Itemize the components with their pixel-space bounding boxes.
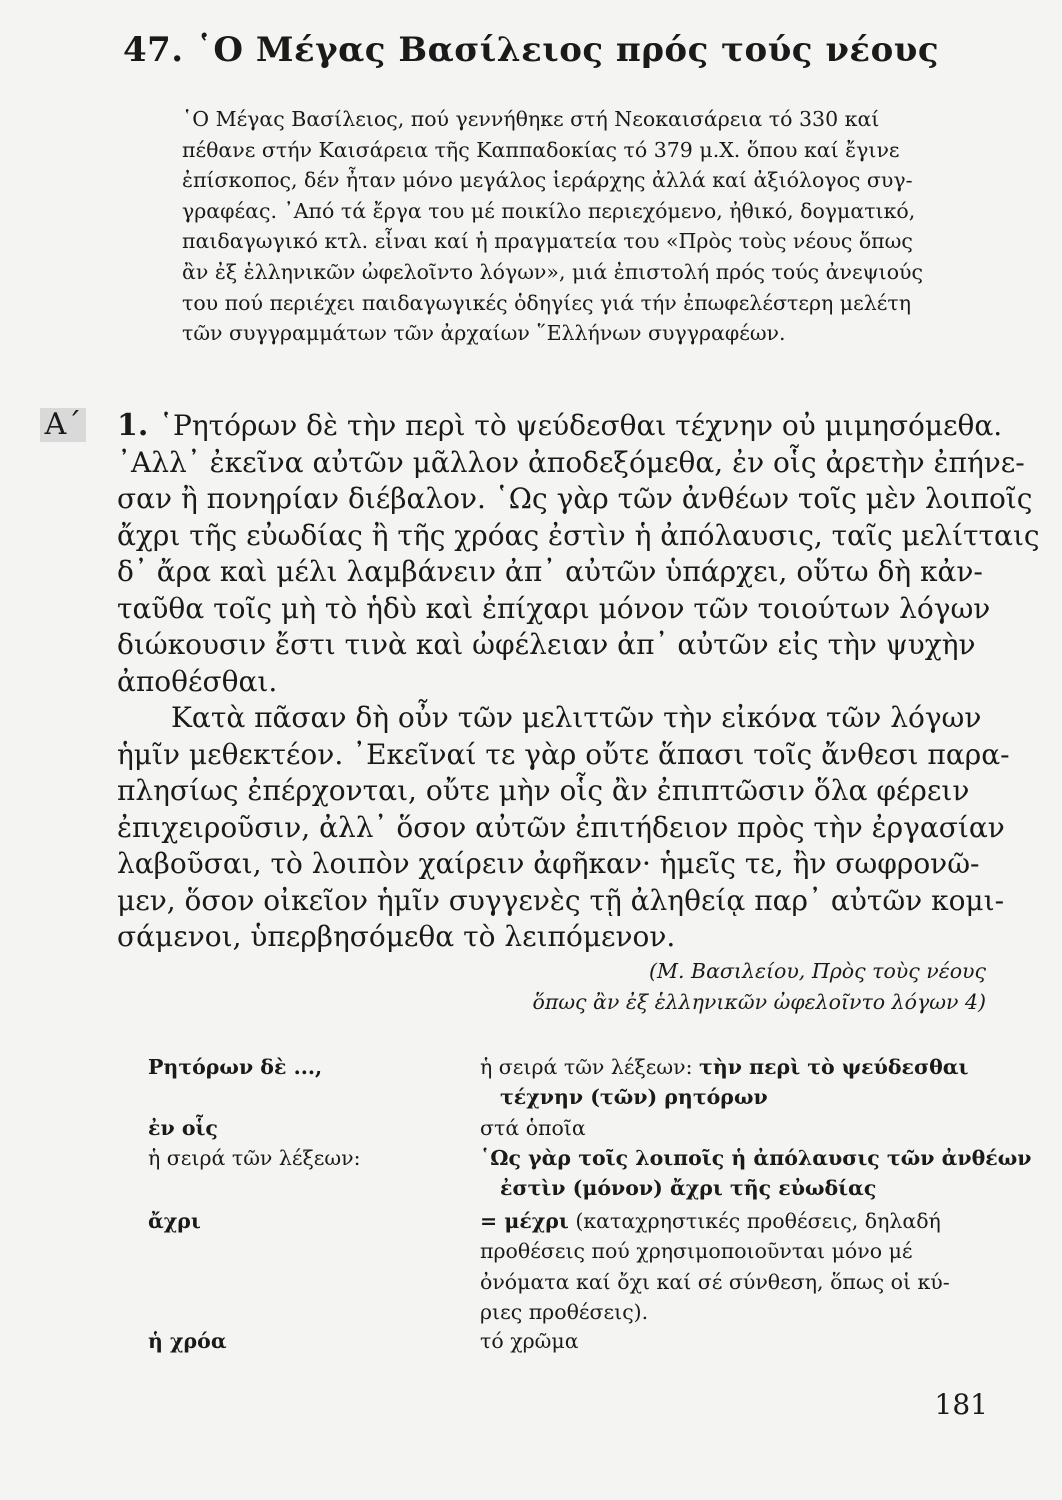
text-line: δ᾿ ἄρα καὶ μέλι λαμβάνειν ἀπ᾿ αὐτῶν ὑπάρχει, οὕτω δὴ κἀν- xyxy=(117,555,983,588)
ancient-text xyxy=(117,408,1040,956)
text-line: λαβοῦσαι, τὸ λοιπὸν χαίρειν ἀφῆκαν· ἡμεῖς τε, ἢν σωφρονῶ- xyxy=(117,847,980,880)
text-line: ἡμῖν μεθεκτέον. ᾿Εκεῖναί τε γὰρ οὔτε ἅπασι τοῖς ἄνθεσι παρα- xyxy=(117,737,1010,771)
intro-line: παιδαγωγικό κτλ. εἶναι καί ἡ πραγματεία του «Πρὸς τοὺς νέους ὅπως xyxy=(182,229,913,254)
intro-line: ῾Ο Μέγας Βασίλειος, πού γεννήθηκε στή Νεοκαισάρεια τό 330 καί xyxy=(182,107,880,131)
glossary-term: ἄχρι xyxy=(148,1209,201,1233)
gloss-text: ριες προθέσεις). xyxy=(480,1299,649,1324)
gloss-text: (καταχρηστικές προθέσεις, δηλαδή xyxy=(568,1209,941,1233)
glossary-definition xyxy=(480,1143,1032,1204)
chapter-title: 47. ῾Ο Μέγας Βασίλειος πρός τούς νέους xyxy=(122,30,940,70)
intro-line: του πού περιέχει παιδαγωγικές ὁδηγίες γιά τήν ἐπωφελέστερη μελέτη xyxy=(182,290,911,315)
gloss-text: ὀνόματα καί ὄχι καί σέ σύνθεση, ὅπως οἱ κύ- xyxy=(480,1269,950,1294)
intro-paragraph xyxy=(182,104,987,349)
text-line: πλησίως ἐπέρχονται, οὔτε μὴν οἷς ἂν ἐπιπτῶσιν ὅλα φέρειν xyxy=(117,774,970,807)
glossary-definition xyxy=(480,1113,990,1143)
gloss-continuation: ἐστὶν (μόνον) ἄχρι τῆς εὐωδίας xyxy=(500,1176,877,1201)
text-line: Κατὰ πᾶσαν δὴ οὖν τῶν μελιττῶν τὴν εἰκόνα τῶν λόγων xyxy=(171,701,982,734)
source-citation xyxy=(533,956,987,1018)
source-line: (Μ. Βασιλείου, Πρὸς τοὺς νέους xyxy=(649,959,986,983)
text-line: ἄχρι τῆς εὐωδίας ἢ τῆς χρόας ἐστὶν ἡ ἀπόλαυσις, ταῖς μελίτταις xyxy=(117,518,1040,552)
text-line: ῾Ρητόρων δὲ τὴν περὶ τὸ ψεύδεσθαι τέχνην οὐ μιμησόμεθα. xyxy=(159,409,1003,442)
glossary-term: ἐν οἷς xyxy=(148,1116,218,1140)
intro-line: τῶν συγγραμμάτων τῶν ἀρχαίων ῞Ελλήνων συγγραφέων. xyxy=(182,321,786,346)
text-line: μεν, ὅσον οἰκεῖον ἡμῖν συγγενὲς τῇ ἀληθείᾳ παρ᾿ αὐτῶν κομι- xyxy=(117,883,1005,917)
intro-line: ἂν ἐξ ἑλληνικῶν ὠφελοῖντο λόγων», μιά ἐπιστολή πρός τούς ἀνεψιούς xyxy=(182,259,924,284)
gloss-continuation: τέχνην (τῶν) ρητόρων xyxy=(500,1085,768,1110)
gloss-text: προθέσεις πού χρησιμοποιοῦνται μόνο μέ xyxy=(480,1239,913,1264)
page-number: 181 xyxy=(934,1388,988,1421)
source-line: ὅπως ἂν ἐξ ἑλληνικῶν ὠφελοῖντο λόγων 4) xyxy=(532,990,986,1014)
gloss-text: ῾Ως γὰρ τοῖς λοιποῖς ἡ ἀπόλαυσις τῶν ἀνθέων xyxy=(480,1146,1032,1170)
intro-line: πέθανε στήν Καισάρεια τῆς Καππαδοκίας τό 379 μ.Χ. ὅπου καί ἔγινε xyxy=(182,137,900,162)
paragraph-number: 1. xyxy=(117,408,149,443)
text-line: ταῦθα τοῖς μὴ τὸ ἡδὺ καὶ ἐπίχαρι μόνον τῶν τοιούτων λόγων xyxy=(117,591,991,625)
text-line: ᾿Αλλ᾿ ἐκεῖνα αὐτῶν μᾶλλον ἀποδεξόμεθα, ἐν οἷς ἀρετὴν ἐπήνε- xyxy=(117,445,1025,479)
intro-line: γραφέας. ᾿Από τά ἔργα του μέ ποικίλο περιεχόμενο, ἠθικό, δογματικό, xyxy=(182,198,916,223)
glossary-definition xyxy=(480,1326,990,1356)
glossary-term: ἡ χρόα xyxy=(148,1329,227,1353)
text-line: σάμενοι, ὑπερβησόμεθα τὸ λειπόμενον. xyxy=(117,920,676,953)
gloss-text: τό χρῶμα xyxy=(480,1329,579,1353)
gloss-lead: ἡ σειρά τῶν λέξεων: xyxy=(480,1055,700,1079)
gloss-text: στά ὁποῖα xyxy=(480,1116,586,1140)
text-line: ἀποθέσθαι. xyxy=(117,664,278,698)
gloss-bold: τὴν περὶ τὸ ψεύδεσθαι xyxy=(699,1055,969,1079)
section-marker: Α΄ xyxy=(40,408,86,442)
text-line: σαν ἢ πονηρίαν διέβαλον. ῾Ως γὰρ τῶν ἀνθέων τοῖς μὲν λοιποῖς xyxy=(117,482,1033,515)
glossary-definition xyxy=(480,1052,990,1113)
glossary-term: Ρητόρων δὲ ..., xyxy=(148,1055,323,1079)
text-line: ἐπιχειροῦσιν, ἀλλ᾿ ὅσον αὐτῶν ἐπιτήδειον πρὸς τὴν ἐργασίαν xyxy=(117,810,1005,844)
gloss-bold: = μέχρι xyxy=(480,1209,569,1233)
glossary-term: ἡ σειρά τῶν λέξεων: xyxy=(148,1146,361,1170)
glossary-definition xyxy=(480,1206,990,1327)
text-line: διώκουσιν ἔστι τινὰ καὶ ὠφέλειαν ἀπ᾿ αὐτῶν εἰς τὴν ψυχὴν xyxy=(117,628,976,661)
intro-line: ἐπίσκοπος, δέν ἦταν μόνο μεγάλος ἱεράρχης ἀλλά καί ἀξιόλογος συγ- xyxy=(182,168,913,193)
